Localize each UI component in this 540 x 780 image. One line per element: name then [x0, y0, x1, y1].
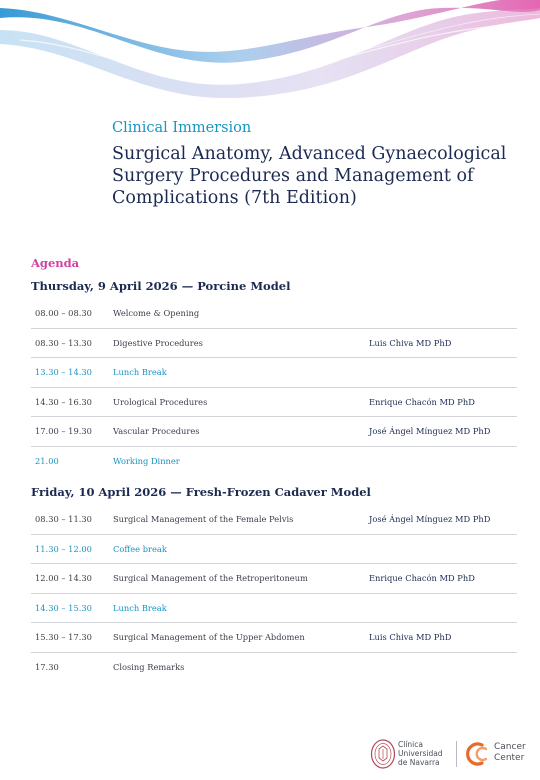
agenda-row: [31, 388, 517, 418]
day-title: [31, 277, 517, 295]
row-activity: Digestive Procedures: [113, 337, 203, 348]
agenda-row: [31, 623, 517, 653]
row-speaker: Luis Chiva MD PhD: [369, 337, 452, 348]
agenda-row: [31, 653, 517, 682]
day-separator: —: [181, 279, 198, 293]
cancer-center-wordmark: Cancer Center: [494, 742, 526, 763]
row-time: 12.00 – 14.30: [35, 573, 92, 584]
agenda-heading: Agenda: [31, 256, 80, 270]
agenda-row-break: [31, 447, 517, 476]
day-date: Friday, 10 April 2026: [31, 485, 167, 499]
row-time: 11.30 – 12.00: [35, 543, 92, 554]
row-time: 17.00 – 19.30: [35, 426, 92, 437]
day-separator: —: [170, 485, 186, 499]
row-activity: Welcome & Opening: [113, 308, 200, 319]
row-time: 14.30 – 15.30: [35, 602, 92, 613]
agenda-table: [31, 299, 517, 475]
agenda-row-break: [31, 535, 517, 565]
agenda-row: [31, 505, 517, 535]
row-speaker: Enrique Chacón MD PhD: [369, 396, 475, 407]
row-activity: Lunch Break: [113, 602, 167, 613]
row-activity: Coffee break: [113, 543, 167, 554]
day-model: Porcine Model: [197, 279, 291, 293]
agenda-row: [31, 417, 517, 447]
agenda-row-break: [31, 358, 517, 388]
event-kicker: Clinical Immersion: [112, 120, 252, 136]
row-time: 08.30 – 13.30: [35, 337, 92, 348]
row-activity: Surgical Management of the Upper Abdomen: [113, 632, 305, 643]
logo-divider: [456, 741, 457, 767]
university-seal-icon: [370, 738, 396, 770]
event-title: Surgical Anatomy, Advanced Gynaecological Surgery Procedures and Management of Complications (7th Edition): [112, 144, 507, 208]
row-time: 17.30: [35, 661, 59, 672]
university-wordmark: Clínica Universidad de Navarra: [398, 740, 443, 767]
row-activity: Vascular Procedures: [113, 426, 200, 437]
row-time: 08.00 – 08.30: [35, 308, 92, 319]
row-speaker: José Ángel Mínguez MD PhD: [369, 514, 491, 525]
row-speaker: José Ángel Mínguez MD PhD: [369, 426, 491, 437]
agenda-row-break: [31, 594, 517, 624]
row-activity: Surgical Management of the Retroperitoneum: [113, 573, 308, 584]
row-time: 14.30 – 16.30: [35, 396, 92, 407]
row-activity: Working Dinner: [113, 455, 180, 466]
row-activity: Lunch Break: [113, 367, 167, 378]
day-date: Thursday, 9 April 2026: [31, 279, 178, 293]
day-title: [31, 483, 517, 501]
row-time: 13.30 – 14.30: [35, 367, 92, 378]
agenda-table: [31, 505, 517, 681]
agenda-row: [31, 329, 517, 359]
row-time: 21.00: [35, 455, 59, 466]
agenda-row: [31, 299, 517, 329]
row-activity: Closing Remarks: [113, 661, 185, 672]
footer-logos: [370, 738, 530, 770]
row-time: 15.30 – 17.30: [35, 632, 92, 643]
cancer-center-logo-icon: [462, 740, 492, 768]
row-speaker: Luis Chiva MD PhD: [369, 632, 452, 643]
row-activity: Surgical Management of the Female Pelvis: [113, 514, 294, 525]
agenda-row: [31, 564, 517, 594]
row-speaker: Enrique Chacón MD PhD: [369, 573, 475, 584]
agenda-day-1: [31, 277, 517, 475]
row-time: 08.30 – 11.30: [35, 514, 92, 525]
day-model: Fresh-Frozen Cadaver Model: [185, 485, 371, 499]
row-activity: Urological Procedures: [113, 396, 208, 407]
decorative-wave-banner: [0, 0, 540, 105]
agenda-day-2: [31, 483, 517, 681]
